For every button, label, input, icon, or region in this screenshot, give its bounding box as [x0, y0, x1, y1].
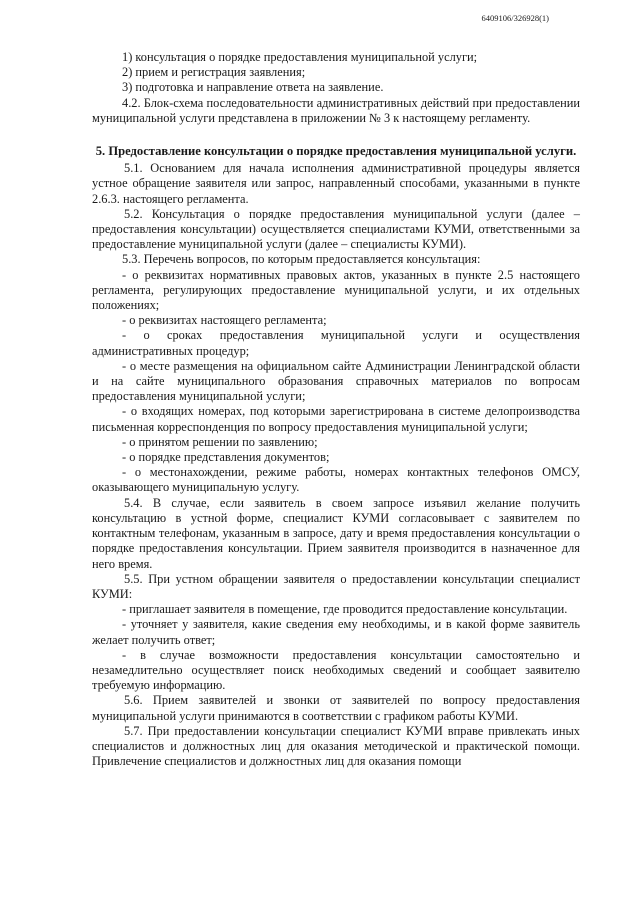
question-item-4: - о месте размещения на официальном сайте Администрации Ленинградской области и на сайте муниципального образования справочных материалов по вопросам предоставления муниципальной услуги;: [92, 358, 580, 404]
spacer: [92, 126, 580, 134]
question-item-7: - о порядке представления документов;: [122, 450, 330, 465]
action-item-2: - уточняет у заявителя, какие сведения ему необходимы, и в какой форме заявитель желает получить ответ;: [92, 617, 580, 647]
paragraph-5-2: 5.2. Консультация о порядке предоставления муниципальной услуги (далее – предоставления консультации) осуществляется специалистами КУМИ, ответственными за предоставление муниципальной услуги (далее – специалисты КУМИ).: [92, 206, 580, 252]
action-item-1: - приглашает заявителя в помещение, где проводится предоставление консультации.: [122, 602, 568, 617]
question-item-8: - о местонахождении, режиме работы, номерах контактных телефонов ОМСУ, оказывающего муниципальную услугу.: [92, 465, 580, 495]
paragraph-5-7: 5.7. При предоставлении консультации специалист КУМИ вправе привлекать иных специалистов и должностных лиц для оказания методической и практической помощи. Привлечение специалистов и должностных лиц для оказания помощи: [92, 723, 580, 769]
question-item-1: - о реквизитах нормативных правовых актов, указанных в пункте 2.5 настоящего регламента, регулирующих предоставление муниципальной услуги, и их отдельных положениях;: [92, 267, 580, 313]
paragraph-5-6: 5.6. Прием заявителей и звонки от заявителей по вопросу предоставления муниципальной услуги принимаются в соответствии с графиком работы КУМИ.: [92, 693, 580, 723]
section-heading-5: 5. Предоставление консультации о порядке предоставления муниципальной услуги.: [95, 144, 577, 159]
paragraph-list-item-2: 2) прием и регистрация заявления;: [122, 65, 306, 80]
question-item-5: - о входящих номерах, под которыми зарегистрирована в системе делопроизводства письменная корреспонденция по вопросу предоставления муниципальной услуги;: [92, 404, 580, 434]
question-item-2: - о реквизитах настоящего регламента;: [122, 313, 327, 328]
question-item-3: - о сроках предоставления муниципальной услуги и осуществления административных процедур;: [92, 328, 580, 358]
paragraph-5-1: 5.1. Основанием для начала исполнения административной процедуры является устное обращение заявителя или запрос, направленный способами, указанными в пункте 2.6.3. настоящего регламента.: [92, 161, 580, 206]
document-id: 6409106/326928(1): [481, 13, 549, 23]
paragraph-5-5: 5.5. При устном обращении заявителя о предоставлении консультации специалист КУМИ:: [92, 571, 580, 601]
paragraph-5-3: 5.3. Перечень вопросов, по которым предоставляется консультация:: [122, 252, 481, 267]
question-item-6: - о принятом решении по заявлению;: [122, 434, 318, 449]
paragraph-5-4: 5.4. В случае, если заявитель в своем запросе изъявил желание получить консультацию в устной форме, специалист КУМИ согласовывает с заявителем по контактным телефонам, указанным в запросе, дату и время предоставления консультации о порядке предоставления консультации. Прием заявителя производится в назначенное для него время.: [92, 495, 580, 571]
document-body: [92, 50, 580, 769]
paragraph-list-item-1: 1) консультация о порядке предоставления муниципальной услуги;: [122, 50, 478, 64]
paragraph-4-2: 4.2. Блок-схема последовательности административных действий при предоставлении муниципальной услуги представлена в приложении № 3 к настоящему регламенту.: [92, 95, 580, 125]
paragraph-list-item-3: 3) подготовка и направление ответа на заявление.: [122, 80, 384, 95]
action-item-3: - в случае возможности предоставления консультации самостоятельно и незамедлительно осуществляет поиск необходимых сведений и сообщает заявителю требуемую информацию.: [92, 647, 580, 693]
